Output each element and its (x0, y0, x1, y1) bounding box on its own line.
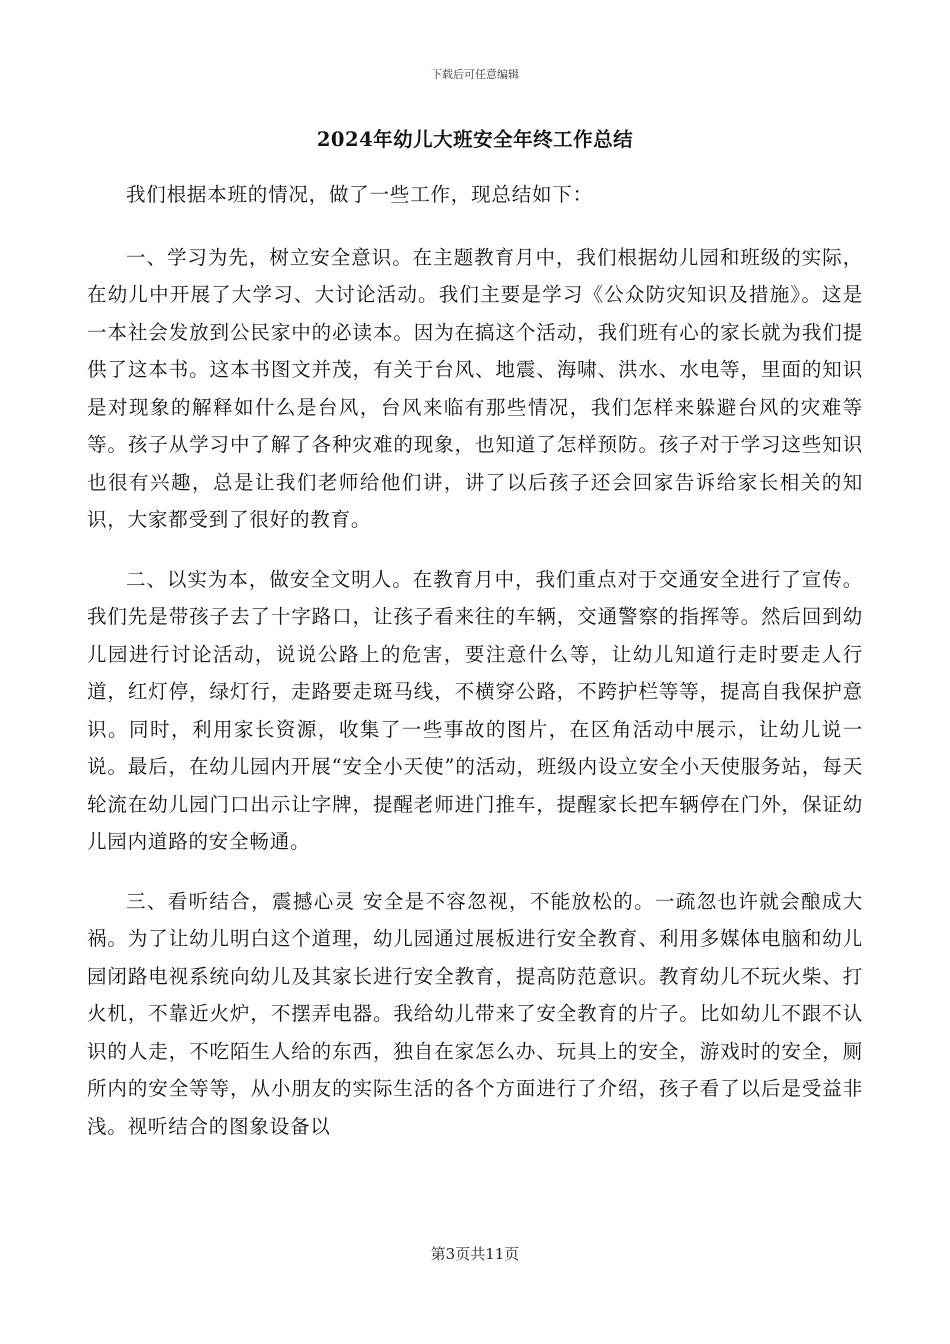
header-note: 下载后可任意编辑 (431, 68, 519, 81)
document-title: 2024年幼儿大班安全年终工作总结 (316, 128, 634, 151)
paragraph-section-1: 一、学习为先，树立安全意识。在主题教育月中，我们根据幼儿园和班级的实际，在幼儿中开展了大学习、大讨论活动。我们主要是学习《公众防灾知识及措施》。这是一本社会发放到公民家中的必读本。因为在搞这个活动，我们班有心的家长就为我们提供了这本书。这本书图文并茂，有关于台风、地震、海啸、洪水、水电等，里面的知识是对现象的解释如什么是台风，台风来临有那些情况，我们怎样来躲避台风的灾难等等。孩子从学习中了解了各种灾难的现象，也知道了怎样预防。孩子对于学习这些知识也很有兴趣，总是让我们老师给他们讲，讲了以后孩子还会回家告诉给家长相关的知识，大家都受到了很好的教育。 (87, 245, 863, 531)
document-body (87, 176, 863, 1167)
page-number-footer: 第3页共11页 (430, 1245, 520, 1263)
paragraph-intro: 我们根据本班的情况，做了一些工作，现总结如下： (126, 183, 593, 206)
paragraph-section-2: 二、以实为本，做安全文明人。在教育月中，我们重点对于交通安全进行了宣传。我们先是带孩子去了十字路口，让孩子看来往的车辆，交通警察的指挥等。然后回到幼儿园进行讨论活动，说说公路上的危害，要注意什么等，让幼儿知道行走时要走人行道，红灯停，绿灯行，走路要走斑马线，不横穿公路，不跨护栏等等，提高自我保护意识。同时，利用家长资源，收集了一些事故的图片，在区角活动中展示，让幼儿说一说。最后，在幼儿园内开展“安全小天使”的活动，班级内设立安全小天使服务站，每天轮流在幼儿园门口出示让字牌，提醒老师进门推车，提醒家长把车辆停在门外，保证幼儿园内道路的安全畅通。 (87, 567, 863, 853)
paragraph-section-3: 三、看听结合，震撼心灵 安全是不容忽视，不能放松的。一疏忽也许就会酿成大祸。为了让幼儿明白这个道理，幼儿园通过展板进行安全教育、利用多媒体电脑和幼儿园闭路电视系统向幼儿及其家长进行安全教育，提高防范意识。教育幼儿不玩火柴、打火机，不靠近火炉，不摆弄电器。我给幼儿带来了安全教育的片子。比如幼儿不跟不认识的人走，不吃陌生人给的东西，独自在家怎么办、玩具上的安全，游戏时的安全，厕所内的安全等等，从小朋友的实际生活的各个方面进行了介绍，孩子看了以后是受益非浅。视听结合的图象设备以 (87, 889, 863, 1138)
